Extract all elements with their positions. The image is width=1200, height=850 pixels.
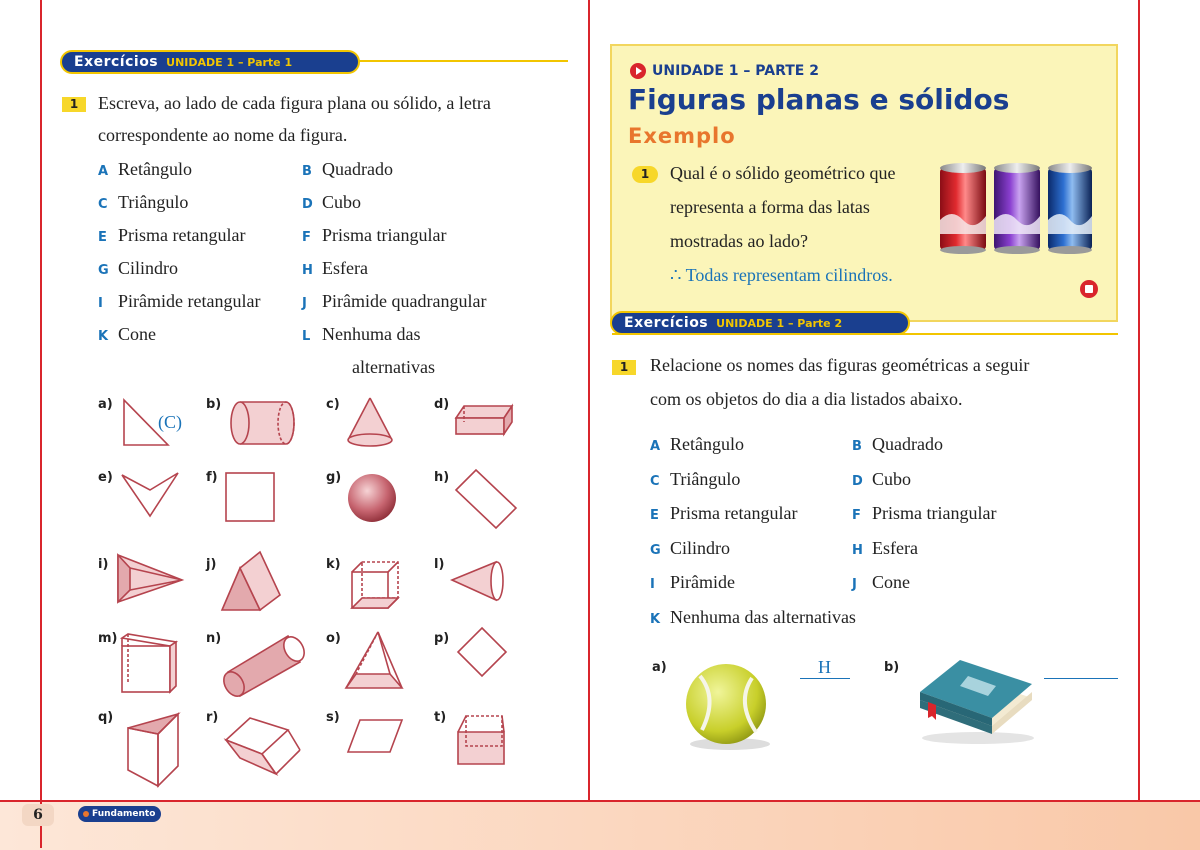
question-text-line2: com os objetos do dia a dia listados abaixo.	[650, 389, 963, 409]
question-number: 1	[62, 97, 86, 112]
section-label: UNIDADE 1 – PARTE 2	[652, 63, 819, 79]
figure-label-g: g)	[326, 470, 342, 485]
option-C	[98, 192, 188, 213]
figure-label-h: h)	[434, 470, 450, 485]
option-text: Triângulo	[670, 468, 741, 489]
question-text-line2: correspondente ao nome da figura.	[98, 125, 348, 145]
figure-label-p: p)	[434, 631, 450, 646]
figure-s-parallelogram	[348, 720, 402, 752]
question-text-line1: Escreva, ao lado de cada figura plana ou sólido, a letra	[98, 93, 491, 113]
figure-label-t: t)	[434, 710, 447, 725]
option-text: Retângulo	[118, 159, 192, 179]
option-E	[650, 503, 797, 524]
option-text: Prisma triangular	[322, 225, 447, 245]
can-red	[940, 163, 986, 254]
item-a-answer-line[interactable]	[800, 678, 850, 679]
option-text: Cone	[118, 324, 156, 344]
option-D	[302, 192, 361, 213]
item-a-answer: H	[818, 657, 831, 677]
option-key: B	[302, 164, 312, 179]
figure-label-d: d)	[434, 397, 450, 412]
option-text: Cubo	[872, 468, 912, 489]
option-key: H	[302, 263, 313, 278]
figure-label-s: s)	[326, 710, 340, 725]
option-H	[302, 258, 368, 279]
footer-band	[0, 800, 1200, 850]
option-H	[852, 538, 918, 559]
soda-cans-image	[936, 160, 1096, 256]
option-L-line2: alternativas	[352, 357, 435, 377]
figure-l-cone	[452, 562, 503, 600]
figure-b-cylinder	[231, 402, 294, 444]
option-key: J	[852, 577, 857, 592]
option-text: Cilindro	[670, 537, 731, 558]
option-text: Quadrado	[322, 159, 393, 179]
question-number: 1	[612, 360, 636, 375]
figure-label-l: l)	[434, 557, 445, 572]
option-text: Cone	[872, 572, 910, 592]
option-L	[302, 324, 420, 345]
option-B	[852, 434, 943, 455]
stop-icon	[1080, 280, 1098, 298]
center-divider-line	[588, 0, 590, 800]
figure-j-prism	[222, 552, 280, 610]
badge-dot-icon	[83, 811, 89, 817]
figure-d-prism	[456, 406, 512, 434]
option-G	[98, 258, 178, 279]
option-key: J	[302, 296, 307, 311]
option-text: Prisma triangular	[872, 503, 997, 523]
option-key: G	[98, 263, 109, 278]
option-A	[650, 434, 744, 455]
option-text: Retângulo	[670, 434, 744, 454]
right-exercises-header	[610, 311, 910, 335]
figure-label-i: i)	[98, 557, 109, 572]
figure-k-cube	[352, 562, 398, 608]
section-title: Figuras planas e sólidos	[628, 83, 1010, 116]
play-icon	[630, 63, 646, 79]
option-text: Cubo	[322, 192, 362, 212]
figure-label-c: c)	[326, 397, 340, 412]
figure-label-n: n)	[206, 631, 222, 646]
header-title: Exercícios	[624, 315, 709, 331]
option-key: A	[650, 439, 661, 454]
figure-h-rectangle	[456, 470, 516, 528]
option-text: Esfera	[872, 537, 918, 558]
option-I	[98, 291, 260, 312]
figure-label-j: j)	[206, 557, 217, 572]
option-A	[98, 159, 192, 180]
option-key: B	[852, 439, 862, 454]
tennis-ball-image	[680, 660, 780, 756]
option-key: F	[852, 508, 861, 523]
header-title: Exercícios	[74, 54, 159, 70]
left-margin-line	[40, 0, 42, 848]
option-text: Quadrado	[872, 434, 943, 454]
example-number: 1	[632, 166, 658, 183]
option-key: I	[650, 577, 655, 592]
option-text: Prisma retangular	[670, 503, 798, 523]
option-I	[650, 572, 735, 593]
geometry-figures	[100, 390, 540, 790]
option-key: H	[852, 542, 863, 558]
figure-label-e: e)	[98, 470, 113, 485]
fundamento-badge: Fundamento	[78, 806, 161, 822]
figure-e-shape	[122, 473, 178, 516]
figure-label-f: f)	[206, 470, 218, 485]
question-text-line1: Relacione os nomes das figuras geométricas a seguir	[650, 355, 1030, 375]
figure-o-pyramid	[346, 632, 402, 688]
figure-i-pyramid	[118, 555, 182, 602]
option-G	[650, 538, 730, 559]
figure-r-cube	[226, 718, 300, 774]
book-image	[912, 656, 1042, 746]
can-purple	[994, 163, 1040, 254]
option-K	[650, 607, 856, 628]
option-K	[98, 324, 156, 345]
figure-g-sphere	[348, 474, 396, 522]
option-key: C	[98, 197, 108, 212]
option-C	[650, 469, 740, 490]
header-subtitle: UNIDADE 1 – Parte 1	[166, 55, 293, 69]
option-J	[852, 572, 910, 593]
option-text: Triângulo	[118, 192, 189, 212]
option-F	[302, 225, 446, 246]
option-text: Esfera	[322, 258, 368, 278]
option-key: F	[302, 230, 311, 245]
figure-p-rhombus	[458, 628, 506, 676]
option-text: Pirâmide quadrangular	[322, 291, 487, 311]
option-key: E	[650, 508, 659, 523]
page-number: 6	[22, 804, 54, 826]
item-b-label: b)	[884, 660, 900, 675]
option-D	[852, 469, 911, 490]
example-line1: Qual é o sólido geométrico que	[670, 163, 896, 183]
figure-q-prism	[128, 714, 178, 786]
option-text: Pirâmide	[670, 572, 735, 592]
option-key: K	[650, 611, 661, 627]
option-key: D	[302, 197, 313, 212]
item-b-answer-line[interactable]	[1044, 678, 1118, 679]
example-line3: mostradas ao lado?	[670, 231, 808, 251]
option-text: Cilindro	[118, 258, 179, 278]
right-margin-line	[1138, 0, 1140, 800]
option-key: I	[98, 296, 103, 311]
figure-n-cylinder	[220, 633, 309, 700]
example-heading: Exemplo	[628, 124, 736, 148]
figure-label-b: b)	[206, 397, 222, 412]
option-text: Pirâmide retangular	[118, 291, 261, 311]
option-B	[302, 159, 393, 180]
figure-t-cube	[458, 716, 504, 764]
option-key: G	[650, 542, 661, 558]
figure-label-a: a)	[98, 397, 113, 412]
left-exercises-header	[60, 50, 360, 74]
answer-a: (C)	[158, 412, 182, 432]
option-key: D	[852, 473, 863, 489]
option-key: L	[302, 329, 311, 344]
option-F	[852, 503, 996, 524]
can-blue	[1048, 163, 1092, 254]
figure-label-r: r)	[206, 710, 219, 725]
figure-label-m: m)	[98, 631, 118, 646]
option-J	[302, 291, 486, 312]
figure-a-triangle	[124, 400, 168, 445]
option-key: K	[98, 329, 109, 344]
item-a-label: a)	[652, 660, 667, 675]
option-text: Nenhuma das	[322, 324, 421, 344]
figure-label-o: o)	[326, 631, 341, 646]
figure-f-square	[226, 473, 274, 521]
option-E	[98, 225, 245, 246]
option-text: Nenhuma das alternativas	[670, 606, 856, 627]
example-answer: ∴ Todas representam cilindros.	[670, 265, 893, 285]
figure-c-cone	[348, 398, 392, 446]
option-text: Prisma retangular	[118, 225, 246, 245]
option-key: C	[650, 473, 660, 489]
example-line2: representa a forma das latas	[670, 197, 870, 217]
option-key: E	[98, 230, 107, 245]
header-subtitle: UNIDADE 1 – Parte 2	[716, 316, 843, 330]
figure-m-prism	[122, 634, 176, 692]
figure-label-q: q)	[98, 710, 114, 725]
option-key: A	[98, 164, 109, 179]
figure-label-k: k)	[326, 557, 341, 572]
